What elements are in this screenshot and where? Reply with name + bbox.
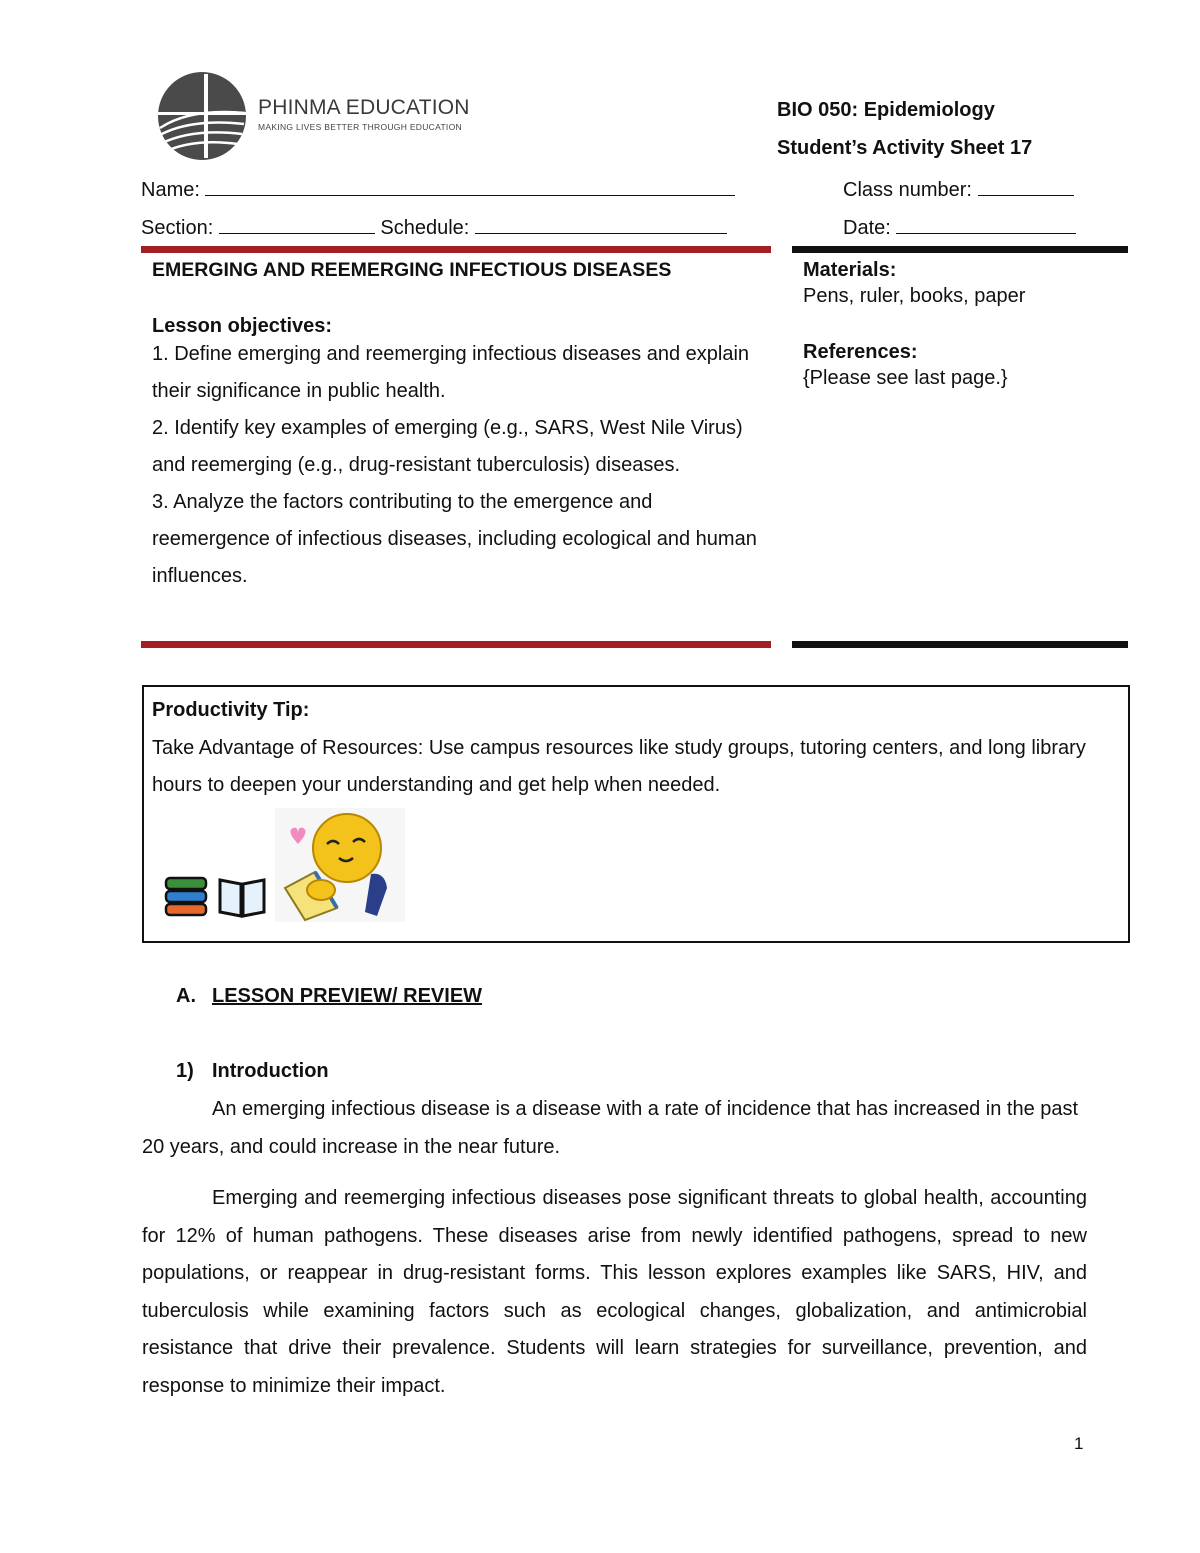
materials-text: Pens, ruler, books, paper	[803, 285, 1026, 307]
lesson-panel	[152, 258, 762, 595]
intro-paragraph-1: An emerging infectious disease is a disease with a rate of incidence that has increased in the past 20 years, and could increase in the near future.	[142, 1098, 1079, 1158]
date-label: Date:	[843, 217, 891, 239]
objective-2: 2. Identify key examples of emerging (e.g., SARS, West Nile Virus) and reemerging (e.g., drug-resistant tuberculosis) diseases.	[152, 417, 743, 476]
phinma-logo-mark	[150, 68, 250, 164]
top-black-rule	[792, 246, 1128, 253]
lesson-title: EMERGING AND REEMERGING INFECTIOUS DISEASES	[152, 259, 672, 281]
page-number: 1	[1074, 1434, 1084, 1453]
logo-name: PHINMA EDUCATION	[258, 96, 470, 119]
intro-number: 1)	[176, 1060, 194, 1082]
activity-sheet-title: Student’s Activity Sheet 17	[777, 137, 1033, 159]
references-text: {Please see last page.}	[803, 367, 1008, 389]
class-number-label: Class number:	[843, 179, 972, 201]
name-label: Name:	[141, 179, 200, 201]
section-label: Section:	[141, 217, 214, 239]
open-book-icon	[216, 874, 268, 926]
bottom-black-rule	[792, 641, 1128, 648]
objective-1: 1. Define emerging and reemerging infectious diseases and explain their significance in public health.	[152, 343, 750, 402]
objectives-heading: Lesson objectives:	[152, 315, 333, 337]
logo-text	[258, 96, 470, 132]
date-field[interactable]	[843, 213, 1076, 240]
books-stack-icon	[163, 872, 211, 926]
date-line[interactable]	[896, 213, 1076, 234]
bottom-red-rule	[141, 641, 771, 648]
schedule-line[interactable]	[475, 213, 727, 234]
tip-text: Take Advantage of Resources: Use campus resources like study groups, tutoring centers, and long library hours to deepen your understanding and get help when needed.	[152, 737, 1086, 796]
class-number-line[interactable]	[978, 175, 1074, 196]
section-a-letter: A.	[176, 985, 196, 1007]
section-a-title: LESSON PREVIEW/ REVIEW	[212, 985, 483, 1007]
tip-heading: Productivity Tip:	[152, 699, 310, 721]
materials-panel	[803, 258, 1123, 392]
references-heading: References:	[803, 341, 918, 363]
objective-3: 3. Analyze the factors contributing to the emergence and reemergence of infectious diseases, including ecological and human influences.	[152, 491, 757, 587]
course-title: BIO 050: Epidemiology	[777, 99, 995, 121]
logo-tagline: MAKING LIVES BETTER THROUGH EDUCATION	[258, 122, 462, 132]
name-field[interactable]	[141, 175, 735, 202]
materials-heading: Materials:	[803, 259, 897, 281]
intro-paragraph-2: Emerging and reemerging infectious diseases pose significant threats to global health, accounting for 12% of human pathogens. These diseases arise from newly identified pathogens, spread to new populations, or reappear in drug-resistant forms. This lesson explores examples like SARS, HIV, and tuberculosis while examining factors such as ecological changes, globalization, and antimicrobial resistance that drive their prevalence. Students will learn strategies for surveillance, prevention, and response to minimize their impact.	[142, 1187, 1087, 1397]
section-field[interactable]	[141, 213, 727, 240]
schedule-label: Schedule:	[380, 217, 470, 239]
intro-title: Introduction	[212, 1060, 329, 1082]
top-red-rule	[141, 246, 771, 253]
class-number-field[interactable]	[843, 175, 1074, 202]
name-line[interactable]	[205, 175, 735, 196]
reading-emoji-icon	[275, 808, 405, 928]
section-line[interactable]	[219, 213, 375, 234]
